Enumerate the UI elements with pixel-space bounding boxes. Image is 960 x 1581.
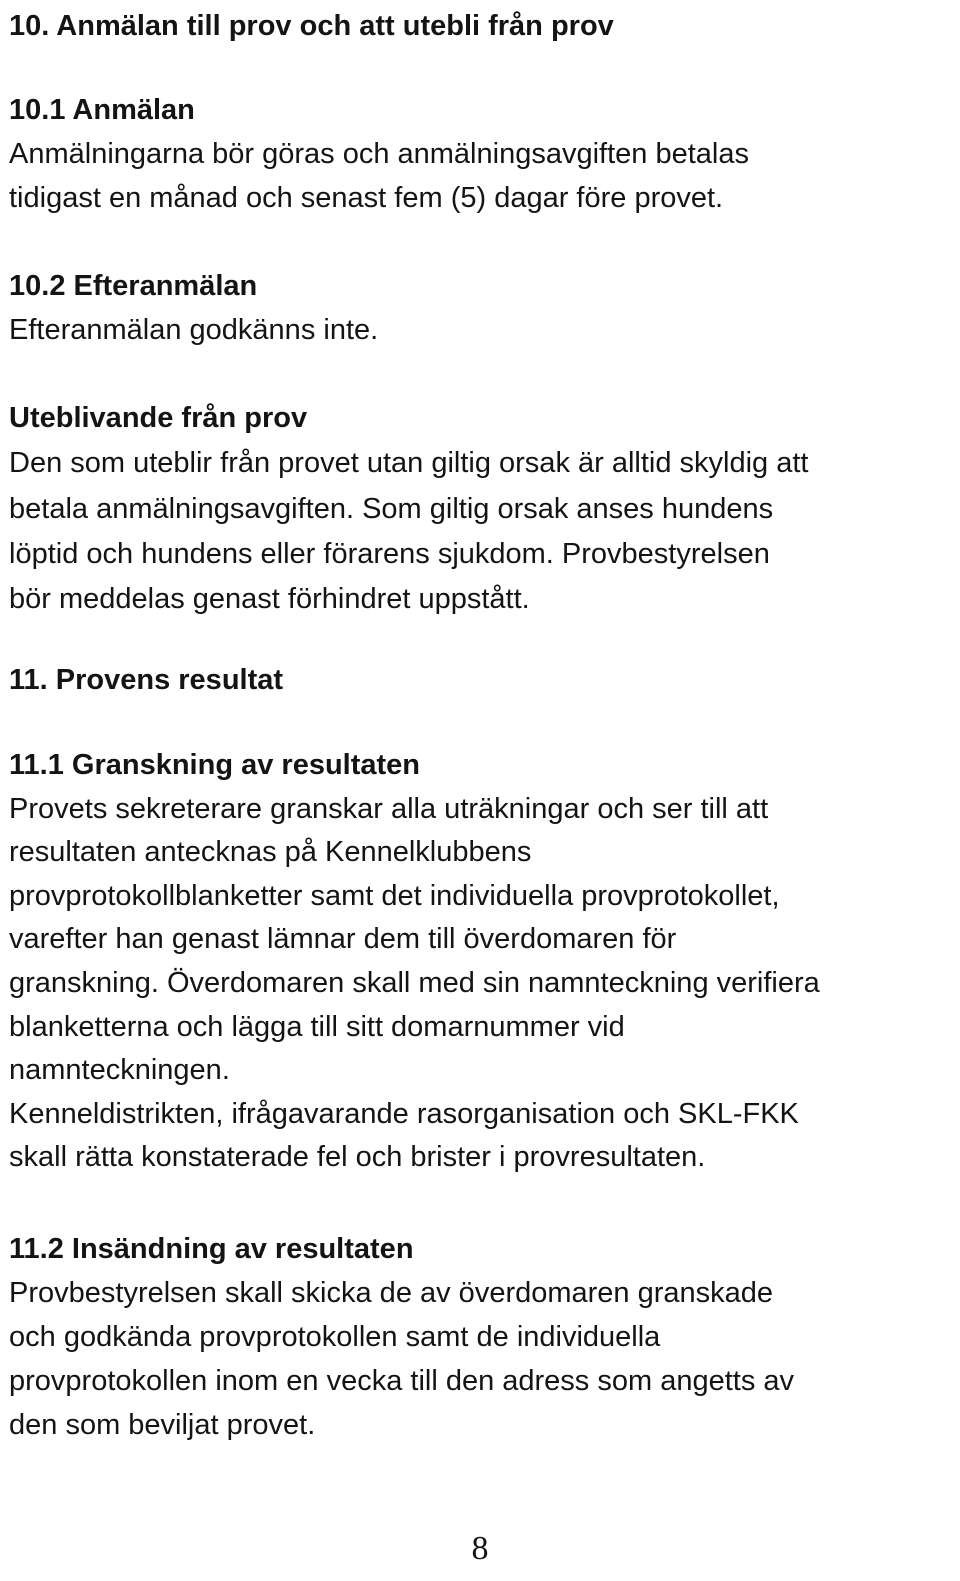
paragraph-line: provprotokollen inom en vecka till den adress som angetts av [9,1365,795,1397]
paragraph-line: Anmälningarna bör göras och anmälningsavgiften betalas [9,138,749,170]
subsection-11-1-heading: 11.1 Granskning av resultaten [9,749,421,781]
subsection-10-2 [9,264,378,352]
subsection-uteblivande [9,396,808,622]
paragraph-line: Den som uteblir från provet utan giltig orsak är alltid skyldig att [9,447,809,480]
paragraph-line: Efteranmälan godkänns inte. [9,314,379,346]
paragraph-line: tidigast en månad och senast fem (5) dagar före provet. [9,182,724,214]
paragraph-line: blanketterna och lägga till sitt domarnummer vid [9,1010,625,1043]
paragraph-line: granskning. Överdomaren skall med sin namnteckning verifiera [9,966,820,999]
subsection-10-1-heading: 10.1 Anmälan [9,94,195,126]
paragraph-line: provprotokollblanketter samt det individuella provprotokollet, [9,879,780,912]
paragraph-line: Kenneldistrikten, ifrågavarande rasorganisation och SKL-FKK [9,1097,799,1130]
subsection-11-2 [9,1227,794,1447]
paragraph-line: namnteckningen. [9,1054,230,1087]
paragraph-line: skall rätta konstaterade fel och brister i provresultaten. [9,1141,706,1174]
paragraph-line: betala anmälningsavgiften. Som giltig orsak anses hundens [9,492,774,525]
subsection-10-1 [9,88,749,220]
paragraph-line: varefter han genast lämnar dem till överdomaren för [9,923,677,956]
subsection-11-1 [9,744,820,1180]
paragraph-line: resultaten antecknas på Kennelklubbens [9,836,532,869]
subsection-10-2-heading: 10.2 Efteranmälan [9,270,258,302]
subsection-11-2-heading: 11.2 Insändning av resultaten [9,1233,414,1265]
subsection-uteblivande-heading: Uteblivande från prov [9,402,308,434]
page-number: 8 [471,1530,489,1567]
paragraph-line: den som beviljat provet. [9,1409,316,1441]
paragraph-line: Provets sekreterare granskar alla uträkningar och ser till att [9,792,769,825]
paragraph-line: Provbestyrelsen skall skicka de av överdomaren granskade [9,1277,774,1309]
section-11-title: 11. Provens resultat [9,664,284,696]
paragraph-line: löptid och hundens eller förarens sjukdom. Provbestyrelsen [9,537,770,570]
paragraph-line: och godkända provprotokollen samt de individuella [9,1321,661,1353]
paragraph-line: bör meddelas genast förhindret uppstått. [9,583,530,616]
section-10-title: 10. Anmälan till prov och att utebli från prov [9,10,614,42]
